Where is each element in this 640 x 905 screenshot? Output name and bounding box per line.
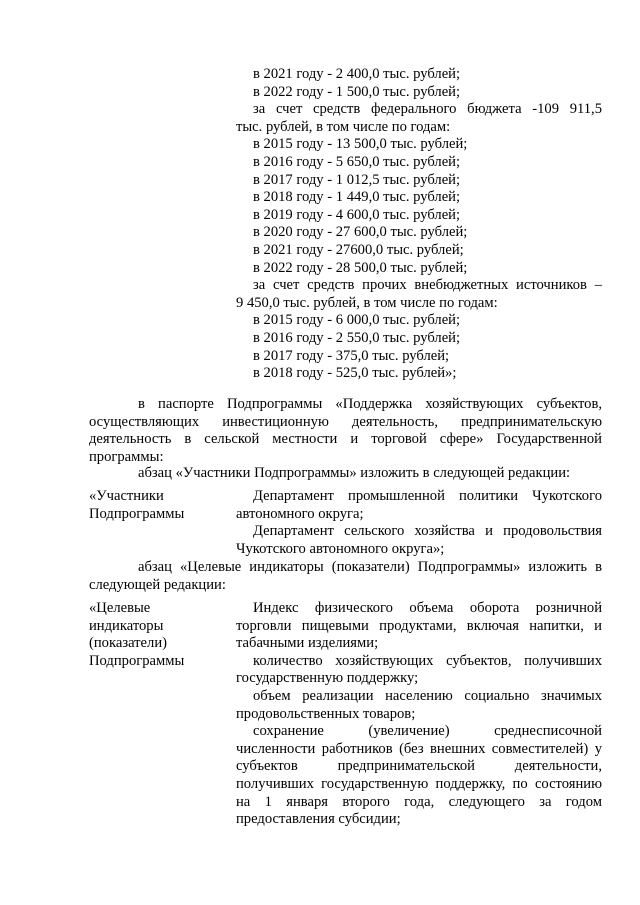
label-line: «Участники xyxy=(89,488,164,504)
funding-line: в 2017 году - 375,0 тыс. рублей; xyxy=(253,347,450,364)
paragraph-line: следующей редакции: xyxy=(89,576,226,593)
funding-line: в 2020 году - 27 600,0 тыс. рублей; xyxy=(253,224,468,241)
value-line: продовольственных товаров; xyxy=(236,705,416,722)
value-line: получивших государственную поддержку, по состоянию xyxy=(236,775,602,792)
value-line: численности работников (без внешних совместителей) у xyxy=(236,740,602,757)
funding-line: в 2015 году - 6 000,0 тыс. рублей; xyxy=(253,312,461,329)
label-line: Подпрограммы xyxy=(89,652,185,669)
value-line: автономного округа; xyxy=(236,505,364,522)
paragraph-line: программы: xyxy=(89,448,164,465)
funding-line: в 2022 году - 1 500,0 тыс. рублей; xyxy=(253,83,461,100)
value-line: предоставления субсидии; xyxy=(236,811,401,828)
label-line: Подпрограммы xyxy=(89,505,185,522)
value-line: на 1 января второго года, следующего за годом xyxy=(236,793,602,810)
funding-line: в 2019 году - 4 600,0 тыс. рублей; xyxy=(253,206,461,223)
other-sources-line: за счет средств прочих внебюджетных источников – xyxy=(253,277,602,294)
funding-line: в 2015 году - 13 500,0 тыс. рублей; xyxy=(253,136,468,153)
indicators-value xyxy=(236,600,602,829)
value-line: государственную поддержку; xyxy=(236,670,419,687)
label-line: «Целевые xyxy=(89,600,151,616)
passport-paragraph xyxy=(89,396,602,466)
funding-line: в 2018 году - 1 449,0 тыс. рублей; xyxy=(253,189,461,206)
value-line: Чукотского автономного округа»; xyxy=(236,540,445,557)
value-line: торговли пищевыми продуктами, включая напитки, и xyxy=(236,617,602,634)
value-line: Департамент сельского хозяйства и продовольствия xyxy=(253,523,602,540)
value-line: субъектов предпринимательской деятельности, xyxy=(236,758,602,775)
funding-line: в 2022 году - 28 500,0 тыс. рублей; xyxy=(253,259,468,276)
funding-block xyxy=(236,66,602,383)
federal-budget-line-cont: тыс. рублей, в том числе по годам: xyxy=(236,118,451,135)
other-sources-line-cont: 9 450,0 тыс. рублей, в том числе по годам: xyxy=(236,294,498,311)
value-line: Департамент промышленной политики Чукотского xyxy=(253,488,602,504)
paragraph-line: деятельность в сельской местности и торговой сфере» Государственной xyxy=(89,431,602,448)
paragraph-line: абзац «Целевые индикаторы (показатели) Подпрограммы» изложить в xyxy=(138,559,602,575)
label-line: индикаторы xyxy=(89,617,164,634)
paragraph-line: в паспорте Подпрограммы «Поддержка хозяйствующих субъектов, xyxy=(138,396,602,412)
funding-line: в 2021 году - 27600,0 тыс. рублей; xyxy=(253,241,464,258)
funding-line: в 2016 году - 5 650,0 тыс. рублей; xyxy=(253,153,461,170)
value-line: количество хозяйствующих субъектов, получивших xyxy=(253,652,602,669)
indicators-label xyxy=(89,600,229,670)
funding-line: в 2016 году - 2 550,0 тыс. рублей; xyxy=(253,329,461,346)
value-line: объем реализации населению социально значимых xyxy=(253,687,602,704)
participants-intro xyxy=(89,465,602,483)
value-line: табачными изделиями; xyxy=(236,635,379,652)
federal-budget-line: за счет средств федерального бюджета -109 911,5 xyxy=(253,101,602,118)
paragraph-line: осуществляющих инвестиционную деятельность, предпринимательскую xyxy=(89,413,602,430)
label-line: (показатели) xyxy=(89,635,167,652)
funding-line: в 2017 году - 1 012,5 тыс. рублей; xyxy=(253,171,461,188)
indicators-intro xyxy=(89,559,602,594)
value-line: сохранение (увеличение) среднесписочной xyxy=(253,723,602,740)
value-line: Индекс физического объема оборота розничной xyxy=(253,600,602,616)
funding-line: в 2018 году - 525,0 тыс. рублей»; xyxy=(253,365,457,382)
participants-label xyxy=(89,488,229,523)
funding-line: в 2021 году - 2 400,0 тыс. рублей; xyxy=(253,66,461,82)
participants-value xyxy=(236,488,602,558)
paragraph-line: абзац «Участники Подпрограммы» изложить в следующей редакции: xyxy=(138,465,571,481)
